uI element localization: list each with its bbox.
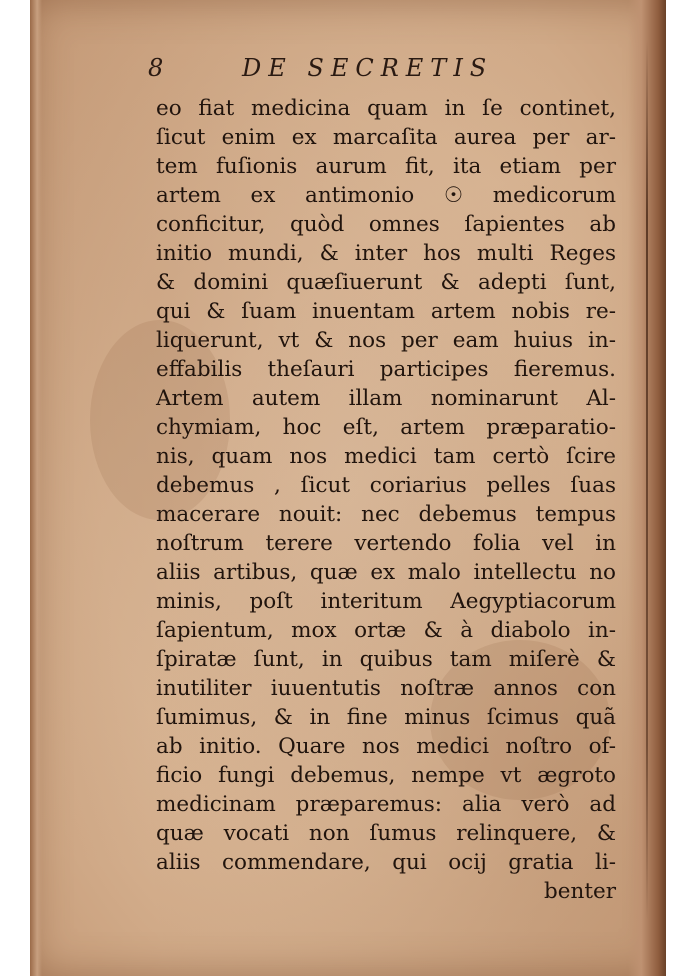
text-line: initio mundi, & inter hos multi Reges (156, 241, 616, 266)
book-page (30, 0, 666, 976)
body-text (156, 94, 616, 906)
text-line: ficio fungi debemus, nempe vt ægroto (156, 763, 616, 788)
text-line: & domini quæſiuerunt & adepti ſunt, (156, 270, 616, 295)
text-line: ſapientum, mox ortæ & à diabolo in- (156, 618, 616, 643)
text-line: nis, quam nos medici tam certò ſcire (156, 444, 616, 469)
text-line: conficitur, quòd omnes ſapientes ab (156, 212, 616, 237)
text-line: Artem autem illam nominarunt Al- (156, 386, 616, 411)
text-line: macerare nouit: nec debemus tempus (156, 502, 616, 527)
text-line: chymiam, hoc eſt, artem præparatio- (156, 415, 616, 440)
binding-shadow (646, 40, 648, 920)
text-line: ſpiratæ ſunt, in quibus tam miſerè & (156, 647, 616, 672)
catchword: benter (544, 879, 616, 904)
text-line: tem fuſionis aurum fit, ita etiam per (156, 154, 616, 179)
text-line: medicinam præparemus: alia verò ad (156, 792, 616, 817)
text-line: noſtrum terere vertendo folia vel in (156, 531, 616, 556)
text-line: minis, poſt interitum Aegyptiacorum (156, 589, 616, 614)
text-line: debemus , ſicut coriarius pelles ſuas (156, 473, 616, 498)
running-header (148, 54, 568, 90)
text-line: ſumimus, & in fine minus ſcimus quã (156, 705, 616, 730)
text-line: artem ex antimonio ☉ medicorum (156, 183, 616, 208)
text-line: aliis artibus, quæ ex malo intellectu no (156, 560, 616, 585)
text-line: ſicut enim ex marcaſita aurea per ar- (156, 125, 616, 150)
running-title: DE SECRETIS (242, 54, 494, 82)
page-left-edge (30, 0, 42, 976)
text-line: qui & ſuam inuentam artem nobis re- (156, 299, 616, 324)
page-number: 8 (148, 54, 168, 82)
text-line: effabilis theſauri participes fieremus. (156, 357, 616, 382)
text-line: eo fiat medicina quam in ſe continet, (156, 96, 616, 121)
text-line: aliis commendare, qui ocij gratia li- (156, 850, 616, 875)
text-line: quæ vocati non ſumus relinquere, & (156, 821, 616, 846)
text-line: ab initio. Quare nos medici noſtro of- (156, 734, 616, 759)
text-line: liquerunt, vt & nos per eam huius in- (156, 328, 616, 353)
text-line: inutiliter iuuentutis noſtræ annos con (156, 676, 616, 701)
